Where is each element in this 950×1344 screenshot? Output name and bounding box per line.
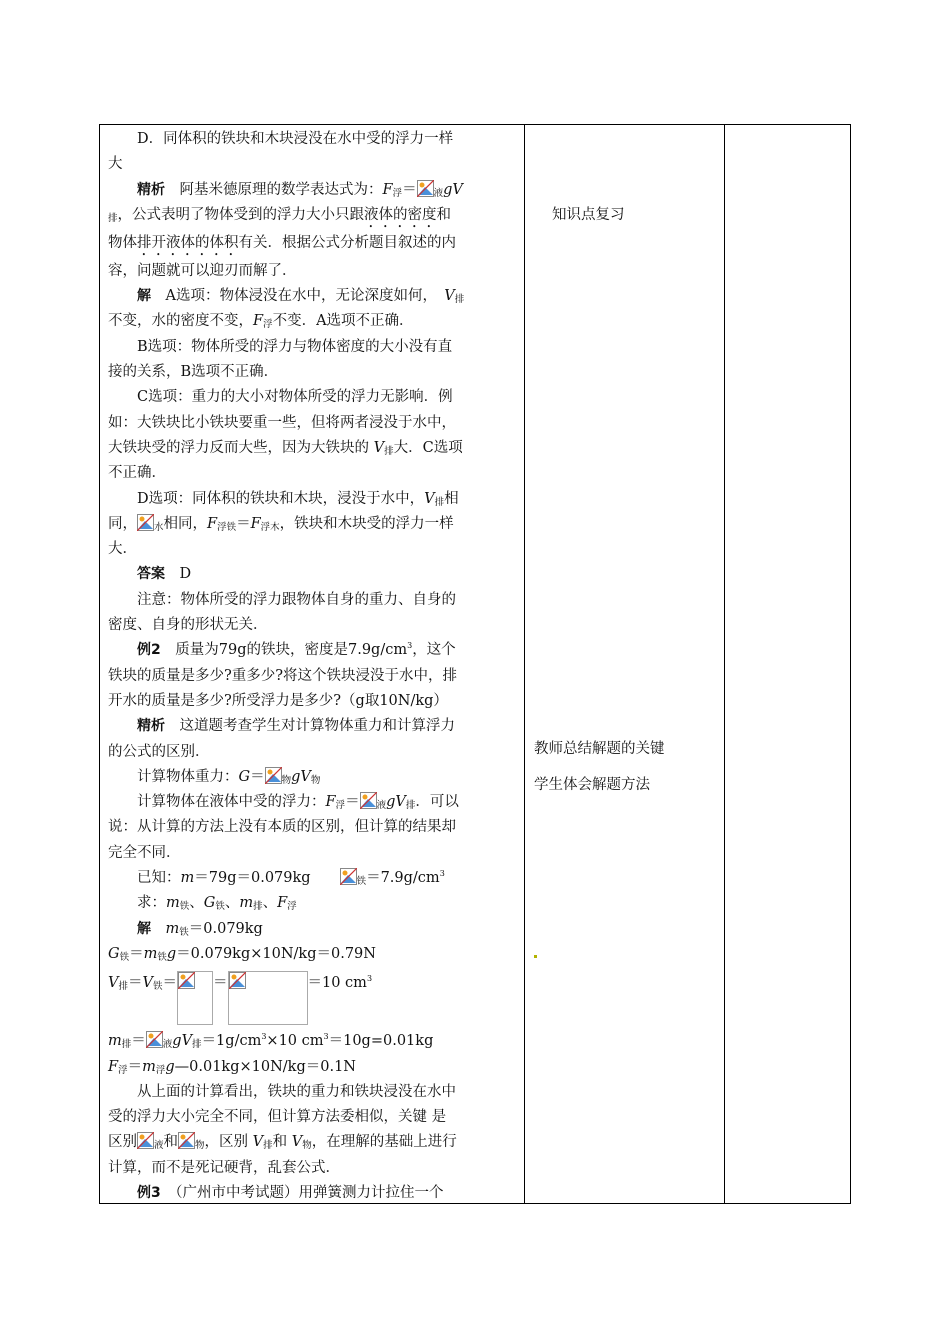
solution-2: 解 $m_铁=0.079kg$ <box>137 920 263 938</box>
note-teacher: 教师总结解题的关键 <box>534 741 665 757</box>
column-divider <box>724 125 725 1203</box>
content-column: D．同体积的铁块和木块浸没在水中受的浮力一样 大 精析 阿基米德原理的数学表达式为：$F_浮= _液gV$ $_排$，公式表明了物体受到的浮力大小只跟液体的密度和 物体排开液体的体积有关．根据公式分析题目叙述的内 容，问题就可以迎刃而解了． 解 A选项：物体浸没在水中，无论深度如何， $V_排$ 不变，水的密度不变，$F_浮$不变．A选项不正确． B选项：物体所受的浮力与物体密度的大小没有直 接的关系，B选项不正确． C选项：重力的大小对物体所受的浮力无影响．例 如：大铁块比小铁块要重一些，但将两者浸没于水中， 大铁块受的浮力反而大些，因为大铁块的 $V_排$大．C选项 不正确． D选项：同体积的铁块和木块，浸没于水中，$V_排$相 同， $_水$相同，$F_{浮铁}=F_{浮木}$，铁块和木块受的浮力一样 大． 答案 D 注意：物体所受的浮力跟物体自身的重力、自身的 密度、自身的形状无关． 例2 质量为79g的铁块，密度是$7.9g/cm^3$，这个 铁块的质量是多少?重多少?将这个铁块浸没于水中，排 开水的质量是多少?所受浮力是多少?（g取10N/kg） 精析 这道题考查学生对计算物体重力和计算浮力 的公式的区别． 计算物体重力：$G= _物gV_物$ 计算物体在液体中受的浮力：$F_浮= _液gV_排$．可以 说：从计算的方法上没有本质的区别，但计算的结果却 完全不同． 已知：m＝79g＝0.079kg $_铁=7.9g/cm^3$ 求：$m_铁$、$G_铁$、$m_排$、$F_浮$ 解 $m_铁=0.079kg$ $G_铁=m_铁g=0.079kg\times 10N/kg=0.79N$ $V_排=V_铁=$ ＝ ＝10 $cm^3$ $m_排= _液gV_排=1g/cm^3\times 10$ $cm^3=10g=0.01kg$ $F_浮=m_浮g—0.01kg\times 10N/kg=0.1N$ 从上面的计算看出，铁块的重力和铁块浸没在水中 受的浮力大小完全不同，但计算方法委相似，关键 是 区别 $_液$和 $_物$，区别 $V_排$和 $V_物$，在理解的基础上进行 计算，而不是死记硬背，乱套公式． 例3 （广州市中考试题）用弹簧测力计拉住一个 <box>108 127 518 1206</box>
rho-image-icon <box>137 514 154 531</box>
answer: 答案 D <box>137 566 192 583</box>
solution-d: D选项：同体积的铁块和木块，浸没于水中，$V_排$相 <box>137 490 459 508</box>
lesson-table <box>99 124 851 1204</box>
rho-image-icon <box>137 1132 154 1149</box>
fraction-image <box>228 971 308 1025</box>
solution-b: B选项：物体所受的浮力与物体密度的大小没有直 <box>137 338 453 355</box>
known: 已知：m＝79g＝0.079kg $_铁=7.9g/cm^3$ <box>137 869 445 888</box>
rho-image-icon <box>265 767 282 784</box>
summary: 从上面的计算看出，铁块的重力和铁块浸没在水中 <box>137 1083 456 1100</box>
rho-image-icon <box>340 868 357 885</box>
rho-image-icon <box>178 1132 195 1149</box>
example-3: 例3 （广州市中考试题）用弹簧测力计拉住一个 <box>137 1184 444 1201</box>
rho-image-icon <box>146 1031 163 1048</box>
rho-image-icon <box>417 180 434 197</box>
find: 求：$m_铁$、$G_铁$、$m_排$、$F_浮$ <box>137 895 297 913</box>
solution-c: C选项：重力的大小对物体所受的浮力无影响．例 <box>137 389 453 406</box>
column-divider <box>524 125 525 1203</box>
solution-a: 解 A选项：物体浸没在水中，无论深度如何， $V_排$ <box>137 288 465 306</box>
analysis-1: 精析 阿基米德原理的数学表达式为：$F_浮= _液gV$ <box>137 181 463 199</box>
rho-image-icon <box>360 792 377 809</box>
option-d: D．同体积的铁块和木块浸没在水中受的浮力一样 <box>137 131 454 147</box>
note: 注意：物体所受的浮力跟物体自身的重力、自身的 <box>137 591 456 608</box>
example-2: 例2 质量为79g的铁块，密度是$7.9g/cm^3$，这个 <box>137 641 456 659</box>
note-review: 知识点复习 <box>552 207 625 223</box>
analysis-2: 精析 这道题考查学生对计算物体重力和计算浮力 <box>137 718 455 735</box>
note-student: 学生体会解题方法 <box>534 777 650 793</box>
dot-mark <box>534 955 537 958</box>
fraction-image <box>177 971 213 1025</box>
